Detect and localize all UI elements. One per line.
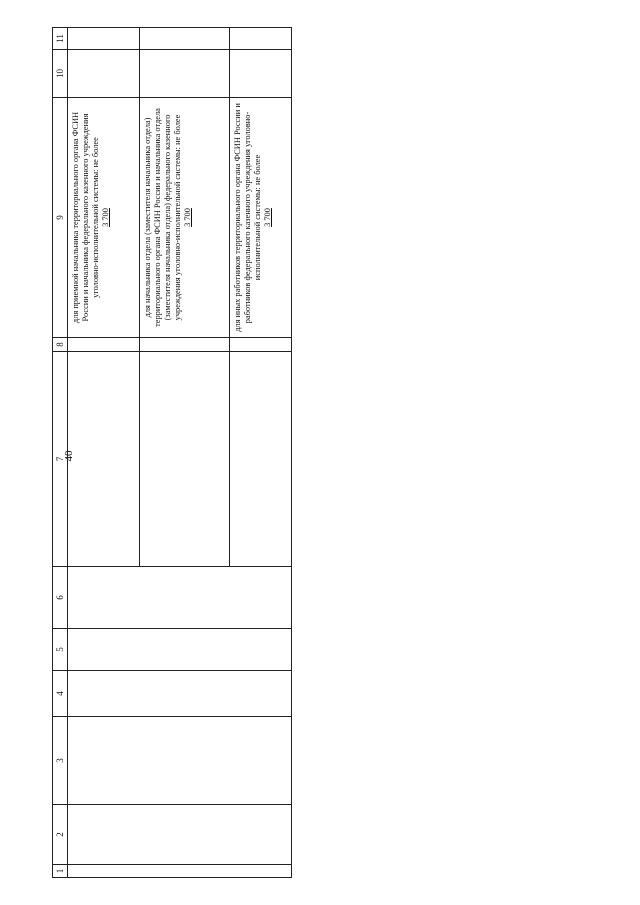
- cell-col6: [68, 567, 292, 629]
- cell-col8: [68, 338, 140, 352]
- cell-col7: [68, 352, 140, 567]
- cell-col8: [140, 338, 230, 352]
- table-rotation-wrapper: [52, 28, 292, 878]
- cell-col10: [230, 50, 292, 98]
- col-header-7: 7: [53, 352, 68, 567]
- cell-col3: [68, 717, 292, 805]
- col-header-4: 4: [53, 671, 68, 717]
- col-header-9: 9: [53, 98, 68, 338]
- cell-col7: [140, 352, 230, 567]
- cell-col9: [230, 98, 292, 338]
- row-3-description: для иных работников территориального органа ФСИН России и работников федерального казенного учреждения уголовно-исполнительной системы: не более: [233, 103, 262, 332]
- cell-col11: [230, 28, 292, 50]
- page-number: 40: [63, 450, 75, 462]
- cell-col1: [68, 865, 292, 878]
- col-header-1: 1: [53, 865, 68, 878]
- cell-col8: [230, 338, 292, 352]
- col-header-8: 8: [53, 338, 68, 352]
- row-2-description: для начальника отдела (заместителя начальника отдела) территориального органа ФСИН России и начальника отдела (заместителя начальника отдела) федерального казенного учреждения уголовно-исполнительной системы: не более: [143, 108, 182, 327]
- row-1-description: для приемной начальника территориального органа ФСИН России и начальника федерального казенного учреждения уголовно-исполнительной системы: не более: [71, 111, 100, 324]
- col-header-5: 5: [53, 629, 68, 671]
- col-header-11: 11: [53, 28, 68, 50]
- table-container: [52, 28, 292, 878]
- col-header-3: 3: [53, 717, 68, 805]
- cell-col10: [140, 50, 230, 98]
- cell-col11: [68, 28, 140, 50]
- cell-col10: [68, 50, 140, 98]
- cell-col5: [68, 629, 292, 671]
- row-2-value: 3 700: [183, 208, 192, 227]
- table-row: [68, 28, 140, 878]
- row-3-value: 3 700: [263, 208, 272, 227]
- cell-col2: [68, 805, 292, 865]
- cell-col11: [140, 28, 230, 50]
- cell-col4: [68, 671, 292, 717]
- cell-col7: [230, 352, 292, 567]
- col-header-10: 10: [53, 50, 68, 98]
- data-table: [52, 27, 292, 878]
- cell-col9: [140, 98, 230, 338]
- header-row: [53, 28, 68, 878]
- col-header-6: 6: [53, 567, 68, 629]
- cell-col9: [68, 98, 140, 338]
- col-header-2: 2: [53, 805, 68, 865]
- row-1-value: 3 700: [101, 208, 110, 227]
